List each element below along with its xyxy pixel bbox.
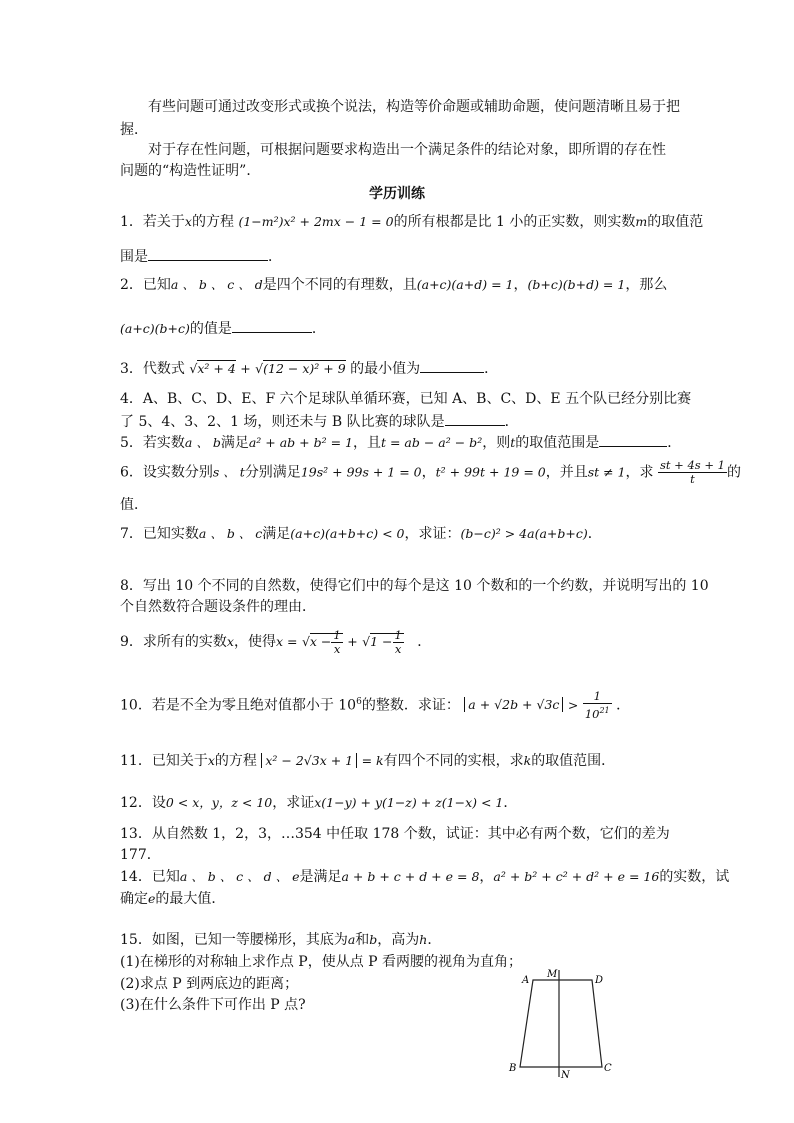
problem-15-part-3: (3)在什么条件下可作出 P 点? xyxy=(120,997,306,1013)
fraction: $\frac{st + 4s + 1}{t}$ xyxy=(660,458,725,486)
label-a: A xyxy=(522,975,530,986)
problem-13-line-2: 177． xyxy=(120,847,161,863)
problem-3: 3．代数式 √x² + 4 + √(12 − x)² + 9 的最小值为 ． xyxy=(120,358,498,378)
intro-line-1: 有些问题可通过改变形式或换个说法，构造等价命题或辅助命题，使问题清晰且易于把 xyxy=(148,99,680,115)
problem-12: 12．设0 < x，y，z < 10，求证x(1−y) + y(1−z) + z(1−x) < 1． xyxy=(120,795,518,811)
answer-blank[interactable] xyxy=(599,432,667,447)
label-c: C xyxy=(604,1063,612,1074)
problem-10: 10．若是不全为零且绝对值都小于 $10^6$的整数．求证： a + √2b + √3c > $\frac{1}{10^{21}}$ ． xyxy=(120,689,631,721)
problem-1-line-2: 围是 ． xyxy=(120,246,282,266)
label-m: M xyxy=(547,969,558,980)
problem-1-line-1: 1．若关于x的方程 (1−m²)x² + 2mx − 1 = 0的所有根都是比 1 小的正实数，则实数m的取值范 xyxy=(120,214,704,230)
trapezoid-figure xyxy=(500,965,620,1085)
problem-14-line-2: 确定e的最大值． xyxy=(120,891,226,907)
section-title: 学历训练 xyxy=(369,186,425,202)
problem-15-part-2: (2)求点 P 到两底边的距离； xyxy=(120,976,299,992)
label-d: D xyxy=(595,975,604,986)
answer-blank[interactable] xyxy=(148,246,268,261)
problem-4-line-2: 了 5、4、3、2、1 场，则还未与 B 队比赛的球队是 ． xyxy=(120,411,519,431)
problem-15-part-1: (1)在梯形的对称轴上求作点 P，使从点 P 看两腰的视角为直角； xyxy=(120,954,523,970)
problem-4-line-1: 4．A、B、C、D、E、F 六个足球队单循环赛，已知 A、B、C、D、E 五个队已经分别比赛 xyxy=(120,391,692,407)
problem-8-line-2: 个自然数符合题设条件的理由． xyxy=(120,599,316,615)
label-n: N xyxy=(561,1070,570,1081)
problem-2-line-2: (a+c)(b+c)的值是 ． xyxy=(120,318,326,338)
problem-15-line-1: 15．如图，已知一等腰梯形，其底为a和b，高为h． xyxy=(120,932,442,948)
intro-line-4: 问题的“构造性证明”． xyxy=(120,163,261,179)
problem-8-line-1: 8．写出 10 个不同的自然数，使得它们中的每个是这 10 个数和的一个约数，并说明写出的 10 xyxy=(120,578,709,594)
problem-9: 9．求所有的实数x，使得x = √x − $\frac{1}{x}$ + √1 − $\frac{1}{x}$ ． xyxy=(120,628,432,656)
fraction: $\frac{1}{10^{21}}$ xyxy=(584,689,610,721)
trapezoid-outline xyxy=(520,980,602,1067)
problem-6-line-2: 值． xyxy=(120,497,148,513)
problem-7: 7．已知实数a 、 b 、 c满足(a+c)(a+b+c) < 0，求证：(b−c)² > 4a(a+b+c)． xyxy=(120,526,602,542)
problem-14-line-1: 14．已知a 、 b 、 c 、 d 、 e是满足a + b + c + d + e = 8，a² + b² + c² + d² + e = 16的实数，试 xyxy=(120,869,730,885)
problem-11: 11．已知关于x的方程 x² − 2√3x + 1 = k有四个不同的实根，求k的取值范围． xyxy=(120,753,616,769)
problem-5: 5．若实数a 、 b满足a² + ab + b² = 1，且t = ab − a² − b²，则t的取值范围是 ． xyxy=(120,432,681,452)
problem-13-line-1: 13．从自然数 1，2，3，…354 中任取 178 个数，试证：其中必有两个数，它们的差为 xyxy=(120,826,670,842)
problem-6-line-1: 6．设实数分别s 、 t分别满足19s² + 99s + 1 = 0，t² + 99t + 19 = 0，并且st ≠ 1，求 $\frac{st + 4s + 1}{t}$ 的 xyxy=(120,458,741,486)
answer-blank[interactable] xyxy=(232,318,312,333)
label-b: B xyxy=(509,1063,517,1074)
answer-blank[interactable] xyxy=(420,358,484,373)
intro-line-3: 对于存在性问题，可根据问题要求构造出一个满足条件的结论对象，即所谓的存在性 xyxy=(148,142,666,158)
problem-2-line-1: 2．已知a 、 b 、 c 、 d是四个不同的有理数，且(a+c)(a+d) = 1，(b+c)(b+d) = 1，那么 xyxy=(120,277,668,293)
answer-blank[interactable] xyxy=(445,411,505,426)
intro-line-2: 握． xyxy=(120,122,148,138)
